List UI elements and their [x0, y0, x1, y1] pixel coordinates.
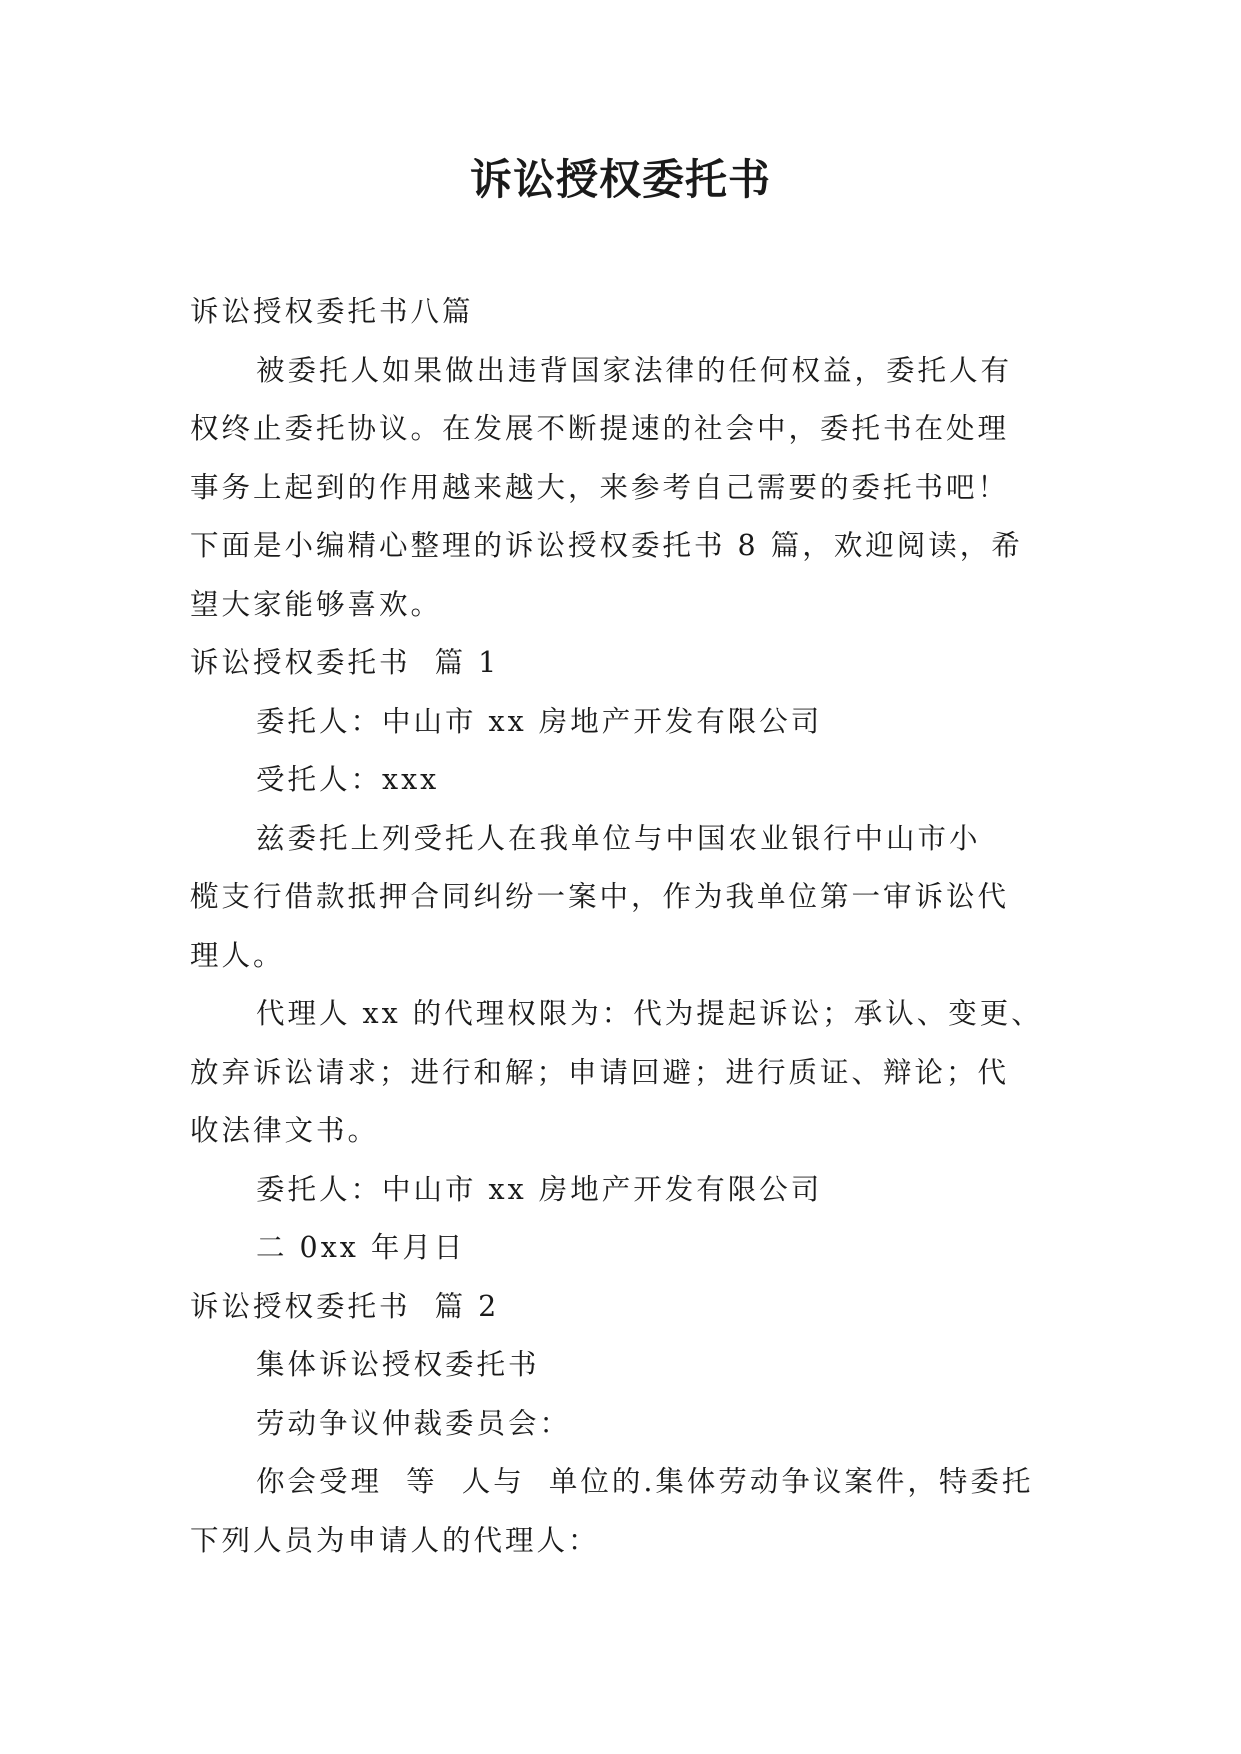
document-title: 诉讼授权委托书 [469, 155, 771, 204]
text-line: 下列人员为申请人的代理人： [190, 1523, 600, 1557]
text-line: 二 0xx 年月日 [256, 1231, 466, 1264]
text-line: 下面是小编精心整理的诉讼授权委托书 8 篇，欢迎阅读，希 [190, 529, 1023, 562]
text-line: 集体诉讼授权委托书 [256, 1348, 540, 1381]
text-line: 榄支行借款抵押合同纠纷一案中，作为我单位第一审诉讼代 [190, 880, 1010, 913]
text-line: 放弃诉讼请求；进行和解；申请回避；进行质证、辩论；代 [190, 1055, 1010, 1089]
text-line: 劳动争议仲裁委员会： [256, 1406, 572, 1440]
text-line: 诉讼授权委托书 篇 2 [190, 1289, 500, 1323]
text-line: 受托人：xxx [256, 763, 440, 796]
text-line: 诉讼授权委托书八篇 [190, 295, 474, 328]
text-line: 委托人：中山市 xx 房地产开发有限公司 [256, 1172, 823, 1206]
text-line: 你会受理 等 人与 单位的.集体劳动争议案件，特委托 [256, 1465, 1034, 1498]
text-line: 望大家能够喜欢。 [190, 587, 443, 621]
document-body [190, 283, 1070, 1570]
text-line: 委托人：中山市 xx 房地产开发有限公司 [256, 704, 823, 738]
text-line: 代理人 xx 的代理权限为：代为提起诉讼；承认、变更、 [256, 997, 1043, 1030]
text-line: 收法律文书。 [190, 1114, 380, 1147]
text-line: 兹委托上列受托人在我单位与中国农业银行中山市小 [256, 821, 981, 855]
text-line: 事务上起到的作用越来越大，来参考自己需要的委托书吧！ [190, 470, 1010, 504]
text-line: 被委托人如果做出违背国家法律的任何权益，委托人有 [256, 353, 1013, 387]
text-line: 权终止委托协议。在发展不断提速的社会中，委托书在处理 [190, 412, 1010, 445]
text-line: 诉讼授权委托书 篇 1 [190, 646, 500, 679]
text-line: 理人。 [190, 938, 285, 972]
